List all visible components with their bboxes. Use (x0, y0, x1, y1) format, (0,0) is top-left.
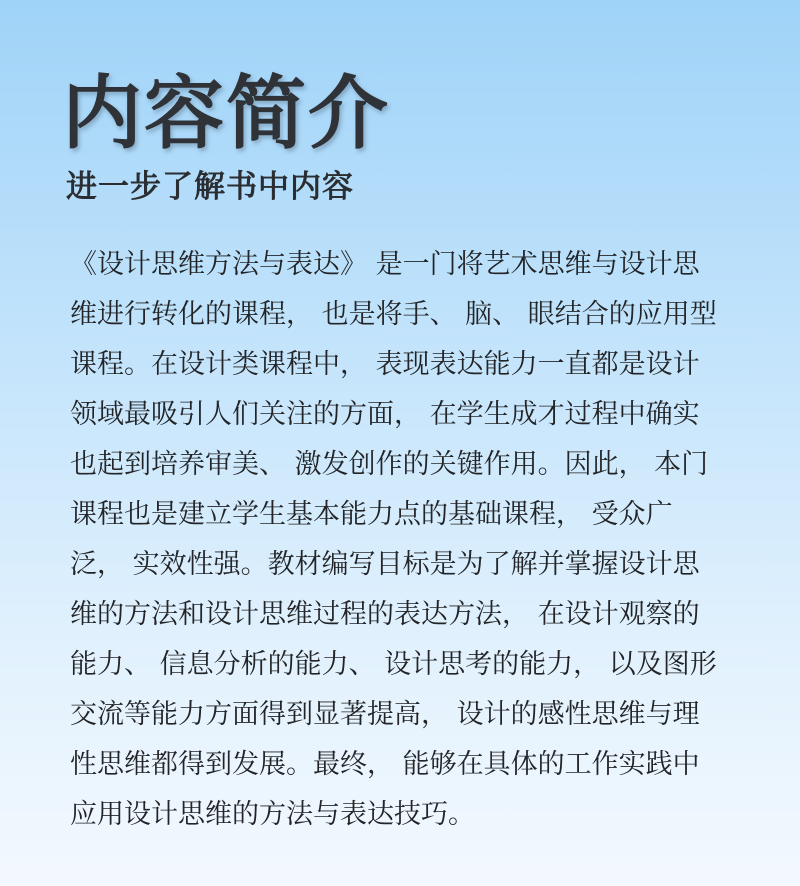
summary-line: 交流等能力方面得到显著提高， 设计的感性思维与理 (70, 699, 700, 730)
summary-line: 维进行转化的课程， 也是将手、 脑、 眼结合的应用型 (70, 299, 717, 330)
summary-line: 能力、 信息分析的能力、 设计思考的能力， 以及图形 (70, 649, 717, 680)
summary-paragraph (70, 240, 742, 840)
summary-line: 泛， 实效性强。教材编写目标是为了解并掌握设计思 (70, 549, 700, 580)
summary-line: 领域最吸引人们关注的方面， 在学生成才过程中确实 (70, 399, 700, 430)
page-title: 内容简介 (62, 67, 390, 160)
summary-line: 应用设计思维的方法与表达技巧。 (70, 799, 475, 830)
summary-line: 课程。在设计类课程中， 表现表达能力一直都是设计 (70, 349, 700, 380)
summary-line: 《设计思维方法与表达》 是一门将艺术思维与设计思 (70, 249, 700, 280)
summary-line: 性思维都得到发展。最终， 能够在具体的工作实践中 (70, 749, 700, 780)
summary-line: 维的方法和设计思维过程的表达方法， 在设计观察的 (70, 599, 700, 630)
page-subtitle: 进一步了解书中内容 (66, 169, 354, 205)
summary-line: 课程也是建立学生基本能力点的基础课程， 受众广 (70, 499, 673, 530)
summary-line: 也起到培养审美、 激发创作的关键作用。因此， 本门 (70, 449, 709, 480)
